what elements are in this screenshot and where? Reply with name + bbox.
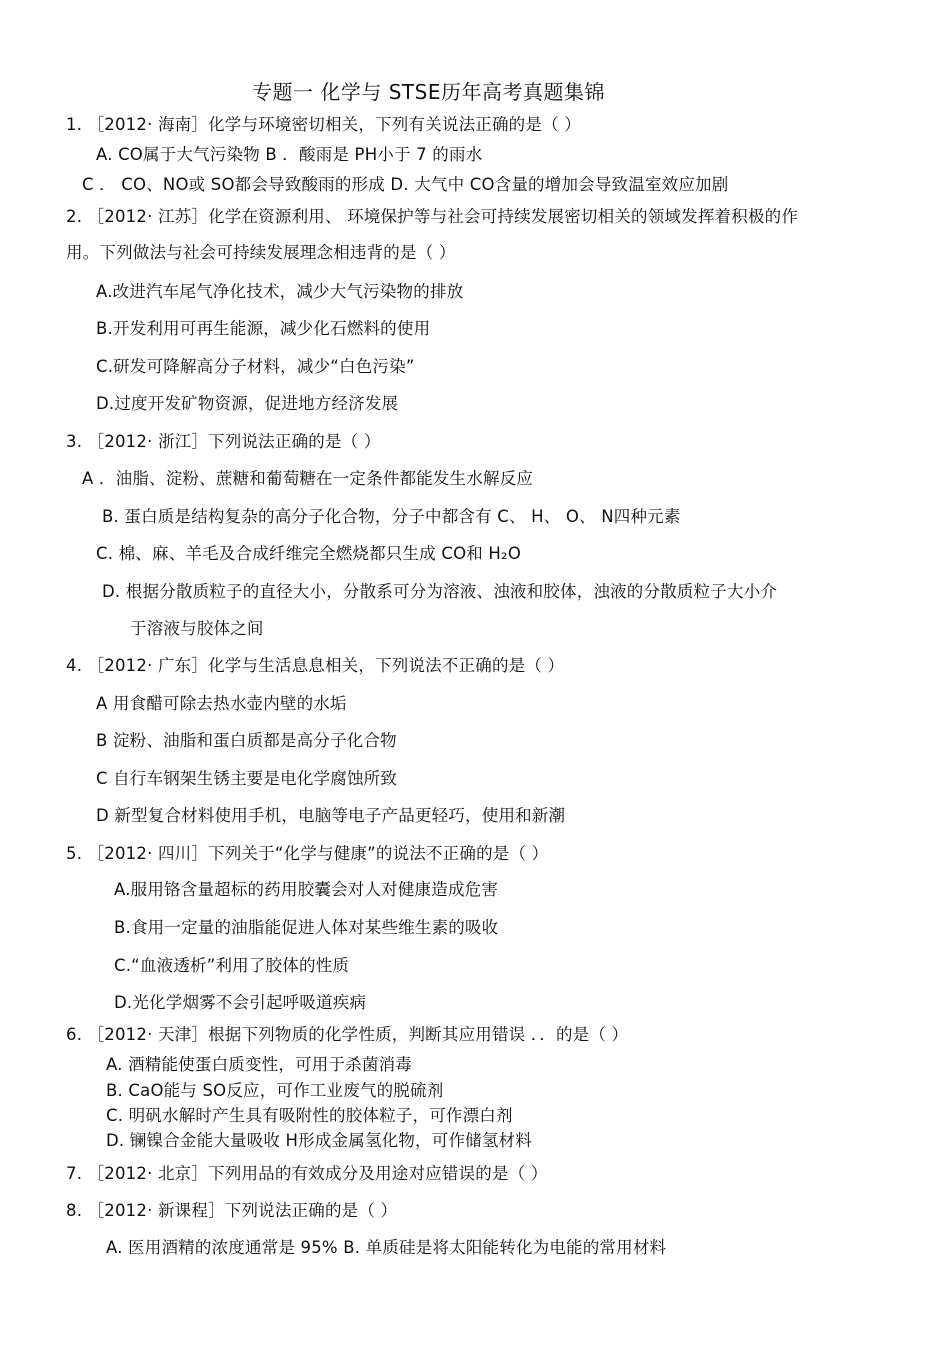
question-5-stem: 5. ［2012· 四川］下列关于“化学与健康”的说法不正确的是（ ） (66, 844, 549, 863)
question-2-option-d: D.过度开发矿物资源，促进地方经济发展 (96, 394, 399, 413)
question-3-option-c: C. 棉、麻、羊毛及合成纤维完全燃烧都只生成 CO和 H₂O (96, 544, 522, 563)
question-2-stem-cont: 用。下列做法与社会可持续发展理念相违背的是（ ） (66, 243, 456, 262)
question-6-option-c: C. 明矾水解时产生具有吸附性的胶体粒子，可作漂白剂 (106, 1106, 513, 1125)
question-6-option-b: B. CaO能与 SO反应，可作工业废气的脱硫剂 (106, 1081, 444, 1100)
question-1-options-cd: C ． CO、NO或 SO都会导致酸雨的形成 D. 大气中 CO含量的增加会导致温室效应加剧 (82, 175, 729, 194)
question-4-stem: 4. ［2012· 广东］化学与生活息息相关，下列说法不正确的是（ ） (66, 656, 565, 675)
question-4-option-b: B 淀粉、油脂和蛋白质都是高分子化合物 (96, 731, 397, 750)
question-5-option-c: C.“血液透析”利用了胶体的性质 (114, 956, 350, 975)
question-8-stem: 8. ［2012· 新课程］下列说法正确的是（ ） (66, 1201, 398, 1220)
question-3-option-d-cont: 于溶液与胶体之间 (130, 619, 264, 638)
question-3-option-a: A ．油脂、淀粉、蔗糖和葡萄糖在一定条件都能发生水解反应 (82, 469, 534, 488)
question-4-option-a: A 用食醋可除去热水壶内壁的水垢 (96, 694, 347, 713)
question-3-option-d: D. 根据分散质粒子的直径大小，分散系可分为溶液、浊液和胶体，浊液的分散质粒子大小介 (102, 582, 778, 601)
question-2-option-c: C.研发可降解高分子材料，减少“白色污染” (96, 357, 415, 376)
page-title: 专题一 化学与 STSE历年高考真题集锦 (252, 80, 605, 104)
question-3-option-b: B. 蛋白质是结构复杂的高分子化合物，分子中都含有 C、 H、 O、 N四种元素 (102, 507, 681, 526)
question-5-option-a: A.服用铬含量超标的药用胶囊会对人对健康造成危害 (114, 880, 499, 899)
question-6-option-d: D. 镧镍合金能大量吸收 H形成金属氢化物，可作储氢材料 (106, 1131, 532, 1150)
question-1-options-ab: A. CO属于大气污染物 B ．酸雨是 PH小于 7 的雨水 (96, 145, 483, 164)
question-5-option-d: D.光化学烟雾不会引起呼吸道疾病 (114, 993, 367, 1012)
question-4-option-c: C 自行车钢架生锈主要是电化学腐蚀所致 (96, 769, 398, 788)
question-3-stem: 3. ［2012· 浙江］下列说法正确的是（ ） (66, 432, 381, 451)
question-2-option-b: B.开发利用可再生能源，减少化石燃料的使用 (96, 319, 431, 338)
question-5-option-b: B.食用一定量的油脂能促进人体对某些维生素的吸收 (114, 918, 499, 937)
question-1-stem: 1. ［2012· 海南］化学与环境密切相关，下列有关说法正确的是（ ） (66, 115, 581, 134)
question-2-stem: 2. ［2012· 江苏］化学在资源利用、 环境保护等与社会可持续发展密切相关的领域发挥着积极的作 (66, 207, 799, 226)
question-7-stem: 7. ［2012· 北京］下列用品的有效成分及用途对应错误的是（ ） (66, 1164, 548, 1183)
question-2-option-a: A.改进汽车尾气净化技术，减少大气污染物的排放 (96, 282, 464, 301)
question-8-options-ab: A. 医用酒精的浓度通常是 95% B. 单质硅是将太阳能转化为电能的常用材料 (106, 1238, 667, 1257)
question-6-stem: 6. ［2012· 天津］根据下列物质的化学性质，判断其应用错误 ．．的是（ ） (66, 1025, 629, 1044)
question-4-option-d: D 新型复合材料使用手机，电脑等电子产品更轻巧，使用和新潮 (96, 806, 566, 825)
question-6-option-a: A. 酒精能使蛋白质变性，可用于杀菌消毒 (106, 1055, 412, 1074)
